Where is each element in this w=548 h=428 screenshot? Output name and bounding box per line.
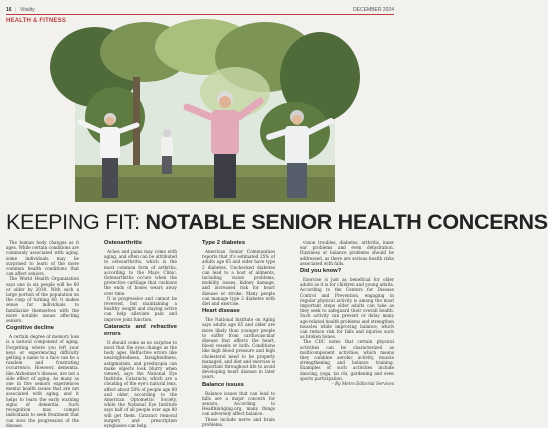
header-rule <box>6 14 394 15</box>
article-headline <box>6 209 548 235</box>
seniors-exercising-photo <box>75 37 335 202</box>
subheading: Type 2 diabetes <box>202 240 246 246</box>
body-paragraph: Balance issues that can lead to falls are a major concern for seniors. According to HealthinAging.org, many things can adversely affect balance. <box>202 390 275 417</box>
publication-name: Vitality <box>20 7 35 13</box>
body-paragraph: The World Health Organization says one in six people will be 60 or older by 2030. With such a large portion of the population on the cusp of turning 60, it makes sense for individuals to familiarize themselves with the more notable issues affecting seniors. <box>6 276 79 324</box>
body-paragraph: vision troubles, diabetes, arthritis, inner ear problems and even dehydration. Dizziness or balance problems should be addressed, as there are serious health risks associated with falls. <box>300 240 394 266</box>
body-paragraph: A certain degree of memory loss is a natural component of aging. Forgetting where you left your keys or experiencing difficulty getting a name to a face can be a random and frustrating occurrence. However, dementia, like Alzheimer's disease, are not a side effect of aging. As many as one in five seniors experiences mental health issues that are not associated with aging, and it helps to learn the early warning signs of dementia. Such recognition may compel individuals to seek treatment that can slow the progression of the disease. <box>6 334 79 428</box>
article-column-2 <box>104 240 177 428</box>
body-paragraph: It should come as no surprise to most that the eyes change as the body ages. Refractive errors like nearsightedness, farsightedness, astigmatism, and presbyopia can make objects look blurry when viewed, says the National Eye Institute. Cataracts, which are a clouding of the eye's natural lens, affect about 50% of people age 80 and older, according to the American Optometric Society, while the National Eye Institute says half of all people over age 80 will get them. Cataract removal surgery and prescription eyeglasses can help. <box>104 339 177 428</box>
subheading: Cognitive decline <box>6 325 54 332</box>
body-paragraph: It is progressive and cannot be reversed, but maintaining a healthy weight and staying active can help alleviate pain and improve joint function. <box>104 295 177 322</box>
body-paragraph: The National Institute on Aging says adults age 65 and older are more likely than younger people to suffer from cardiovascular disease that affects the heart, blood vessels or both. Conditions like high blood pressure and high cholesterol need to be properly managed, and diet and exercise is important throughout life to avoid developing heart disease in later years. <box>202 317 275 380</box>
article-column-3 <box>202 240 275 427</box>
article-column-4 <box>300 240 394 386</box>
headline-kicker: KEEPING FIT: <box>6 210 140 234</box>
header-separator: | <box>15 7 17 13</box>
body-paragraph: These include nerve and brain problems, <box>202 416 275 427</box>
subheading: Did you know? <box>300 268 342 275</box>
subheading: Balance issues <box>202 381 244 388</box>
byline-credit: – By Metro Editorial Services <box>331 381 394 387</box>
body-paragraph: Aches and pains may come with aging, and often can be attributed to osteoarthritis, which is the most common form of arthritis, according to the Mayo Clinic. Osteoarthritis occurs when the protective cartilage that cushions the ends of bones wears away over time. <box>104 249 177 296</box>
subheading: Cataracts and refractive errors <box>104 323 177 337</box>
headline-main: NOTABLE SENIOR HEALTH CONCERNS <box>145 210 548 234</box>
section-label: HEALTH & FITNESS <box>6 18 67 24</box>
body-paragraph: American Senior Communities reports that it's estimated 25% of adults age 65 and older have type 2 diabetes. Unchecked diabetes can lead to a host of ailments, including vision problems, mobility issues, kidney damage, and increased risk for heart disease or stroke. Many people can manage type 2 diabetes with diet and exercise. <box>202 249 275 307</box>
page-number: 16 <box>6 7 12 13</box>
body-paragraph: The CDC notes that certain physical activities can be characterized as multicomponent activities, which means they combine aerobic activity, muscle strengthening and balance training. Examples of such activities include dancing, yoga, tai chi, gardening and even sports participation. <box>300 339 394 381</box>
subheading: Osteoarthritis <box>104 240 143 246</box>
article-column-1 <box>6 240 79 428</box>
issue-date: DECEMBER 2024 <box>353 7 394 13</box>
park-scene-illustration <box>75 37 335 202</box>
body-paragraph: Exercise is just as beneficial for older adults as it is for children and young adults. According to the Centers for Disease Control and Prevention, engaging in regular physical activity is among the most important steps older adults can take as they seek to safeguard their overall health. Such activity can prevent or delay many age-related health problems and strengthen muscles while improving balance, which can reduce risk for falls and injuries such as broken bones. <box>300 277 394 340</box>
subheading: Heart disease <box>202 308 240 315</box>
body-paragraph: The human body changes as it ages. While certain conditions are commonly associated with aging, some individuals may be surprised to learn of the more common health conditions that can affect seniors. <box>6 240 79 277</box>
